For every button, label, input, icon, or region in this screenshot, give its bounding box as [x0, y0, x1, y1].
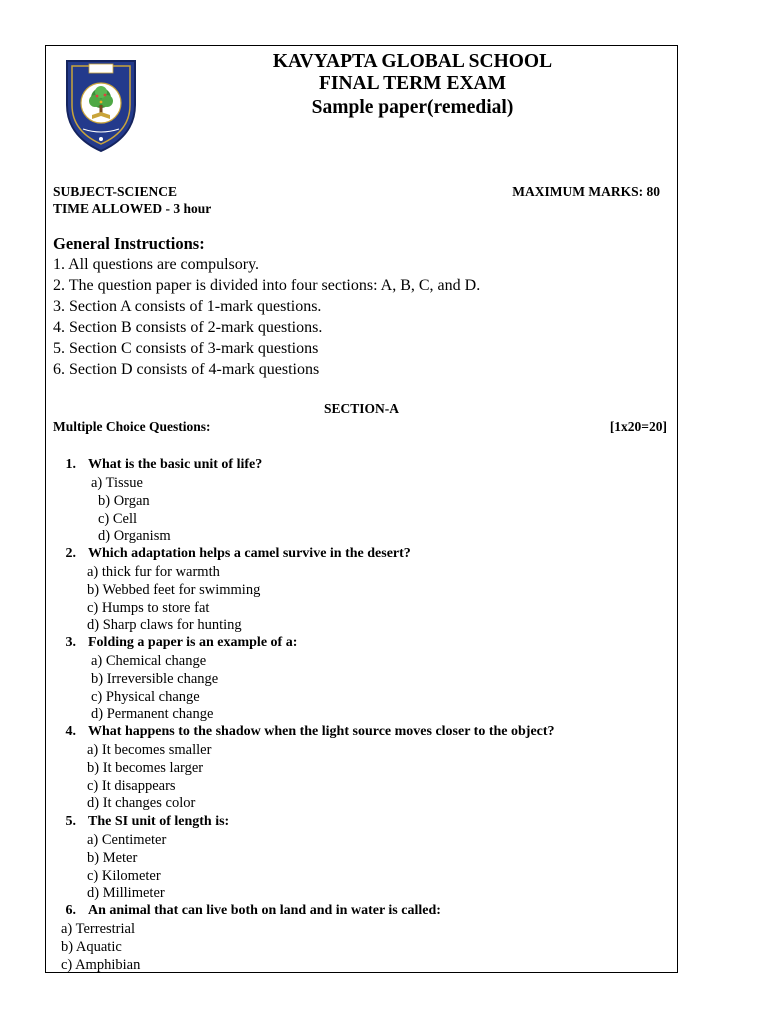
question-text [54, 903, 441, 919]
question-number: 6. [65, 903, 76, 918]
answer-option: a) Tissue [91, 475, 143, 491]
question-label: What is the basic unit of life? [88, 457, 263, 472]
answer-option: c) Humps to store fat [87, 599, 210, 616]
answer-option: c) Kilometer [87, 867, 161, 884]
question-label: Folding a paper is an example of a: [88, 635, 298, 650]
instructions-heading: General Instructions: [53, 234, 205, 253]
question-label: An animal that can live both on land and in water is called: [88, 903, 441, 918]
maximum-marks: MAXIMUM MARKS: 80 [512, 184, 660, 199]
question-number: 3. [65, 635, 76, 650]
answer-option: a) It becomes smaller [87, 742, 212, 758]
answer-option: c) It disappears [87, 777, 176, 794]
answer-option: b) Aquatic [61, 938, 122, 955]
instruction-item: 6. Section D consists of 4-mark questions [53, 361, 320, 378]
time-allowed: TIME ALLOWED - 3 hour [53, 201, 212, 216]
exam-paper-page [45, 45, 678, 973]
answer-option: d) It changes color [87, 795, 196, 812]
subject-label: SUBJECT-SCIENCE [53, 184, 178, 199]
answer-option: b) It becomes larger [87, 759, 204, 776]
question-label: What happens to the shadow when the light source moves closer to the object? [88, 724, 555, 739]
question-text [54, 814, 229, 830]
answer-option: a) Chemical change [91, 653, 207, 669]
school-crest-logo [63, 55, 139, 153]
question-text [54, 724, 555, 740]
paper-title: Sample paper(remedial) [311, 97, 514, 118]
answer-option: c) Cell [98, 510, 138, 527]
question-number: 5. [65, 814, 76, 829]
exam-title: FINAL TERM EXAM [318, 73, 507, 94]
question-text [54, 635, 297, 651]
question-label: Which adaptation helps a camel survive in the desert? [88, 546, 411, 561]
instruction-item: 1. All questions are compulsory. [53, 256, 260, 273]
question-number: 1. [65, 457, 76, 472]
section-subtitle: Multiple Choice Questions: [53, 419, 211, 434]
instruction-item: 4. Section B consists of 2-mark questions. [53, 319, 323, 336]
instruction-item: 2. The question paper is divided into four sections: A, B, C, and D. [53, 277, 481, 294]
instruction-item: 5. Section C consists of 3-mark questions [53, 340, 319, 357]
answer-option: a) thick fur for warmth [87, 564, 220, 580]
answer-option: d) Millimeter [87, 885, 165, 902]
answer-option: d) Sharp claws for hunting [87, 617, 242, 634]
answer-option: a) Terrestrial [61, 921, 135, 937]
question-number: 4. [65, 724, 76, 739]
answer-option: d) Permanent change [91, 706, 214, 723]
question-text [54, 457, 262, 473]
answer-option: b) Webbed feet for swimming [87, 581, 261, 598]
answer-option: c) Amphibian [61, 956, 141, 973]
answer-option: a) Centimeter [87, 832, 167, 848]
section-marks: [1x20=20] [609, 419, 667, 434]
section-title: SECTION-A [323, 401, 399, 416]
answer-option: d) Organism [98, 528, 171, 545]
answer-option: b) Irreversible change [91, 670, 219, 687]
question-number: 2. [65, 546, 76, 561]
answer-option: c) Physical change [91, 688, 200, 705]
answer-option: b) Meter [87, 849, 138, 866]
question-text [54, 546, 411, 562]
instruction-item: 3. Section A consists of 1-mark questions. [53, 298, 322, 315]
answer-option: b) Organ [98, 492, 150, 509]
school-name: KAVYAPTA GLOBAL SCHOOL [272, 51, 553, 72]
question-label: The SI unit of length is: [88, 814, 230, 829]
